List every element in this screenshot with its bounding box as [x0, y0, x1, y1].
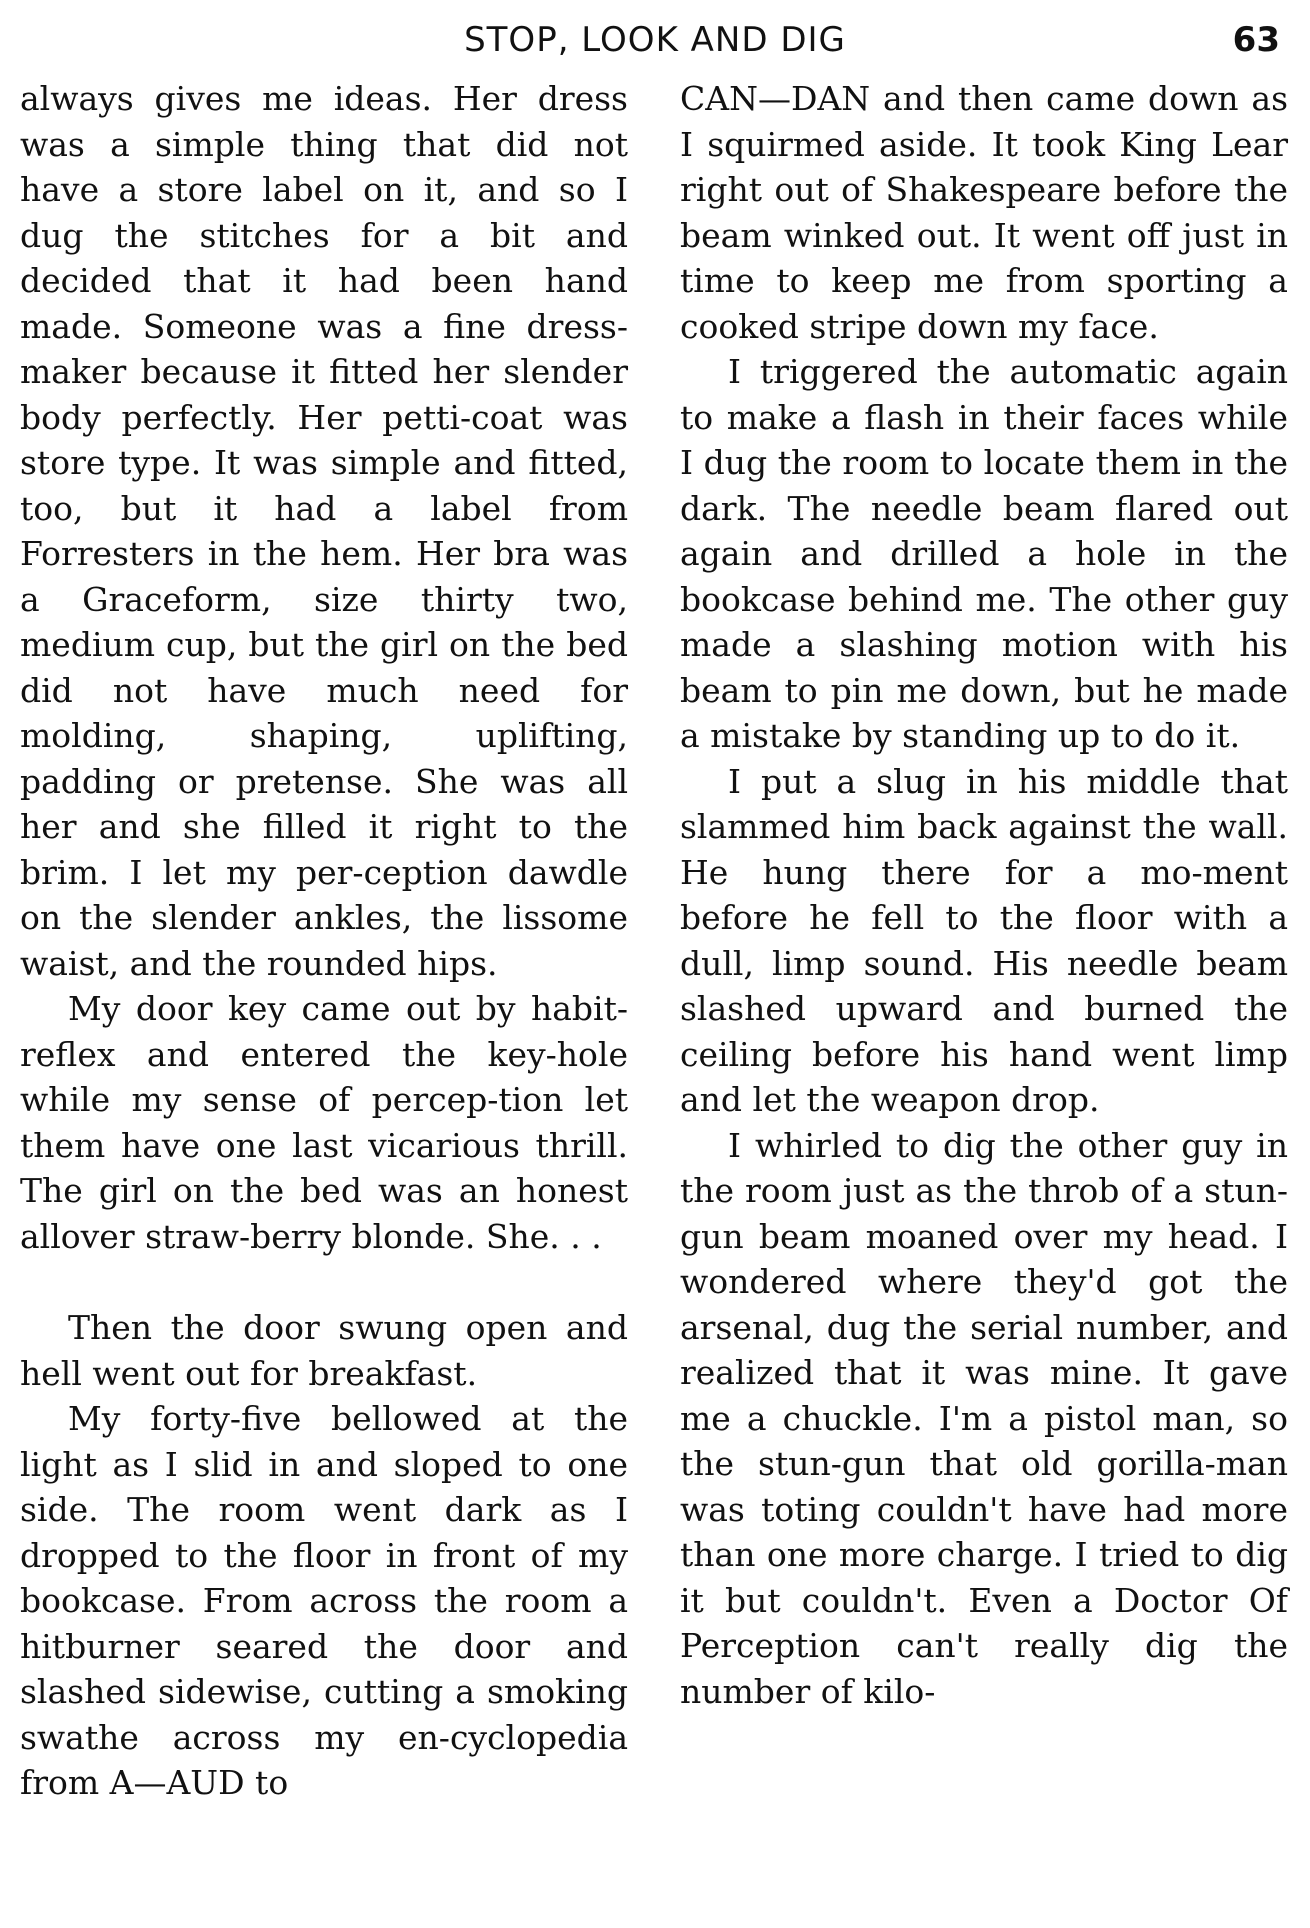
- paragraph: Then the door swung open and hell went out for breakfast.: [20, 1308, 628, 1393]
- paragraph: I whirled to dig the other guy in the room just as the throb of a stun-gun beam moaned over my head. I wondered where they'd got the arsenal, dug the serial number, and realized that it was mine. It gave me a chuckle. I'm a pistol man, so the stun-gun that old gorilla-man was toting couldn't have had more than one more charge. I tried to dig it but couldn't. Even a Doctor Of Perception can't really dig the number of kilo-: [680, 1125, 1288, 1711]
- right-column: [680, 76, 1288, 1714]
- page-header: [0, 12, 1310, 68]
- paragraph: My door key came out by habit-reflex and entered the key-hole while my sense of percep-tion let them have one last vicarious thrill. The girl on the bed was an honest allover straw-berry blonde. She. . .: [20, 989, 628, 1256]
- page-number: 63: [1232, 20, 1280, 60]
- paragraph: CAN—DAN and then came down as I squirmed aside. It took King Lear right out of Shakespeare before the beam winked out. It went off just in time to keep me from sporting a cooked stripe down my face.: [680, 79, 1288, 346]
- running-title: STOP, LOOK AND DIG: [464, 20, 846, 60]
- paragraph: I triggered the automatic again to make a flash in their faces while I dug the room to locate them in the dark. The needle beam flared out again and drilled a hole in the bookcase behind me. The other guy made a slashing motion with his beam to pin me down, but he made a mistake by standing up to do it.: [680, 352, 1288, 755]
- paragraph: I put a slug in his middle that slammed him back against the wall. He hung there for a mo-ment before he fell to the floor with a dull, limp sound. His needle beam slashed upward and burned the ceiling before his hand went limp and let the weapon drop.: [680, 761, 1288, 1119]
- left-column: [20, 76, 628, 1806]
- paragraph: My forty-five bellowed at the light as I slid in and sloped to one side. The room went dark as I dropped to the floor in front of my bookcase. From across the room a hitburner seared the door and slashed sidewise, cutting a smoking swathe across my en-cyclopedia from A—AUD to: [20, 1399, 628, 1802]
- paragraph: always gives me ideas. Her dress was a simple thing that did not have a store label on it, and so I dug the stitches for a bit and decided that it had been hand made. Someone was a fine dress-maker because it fitted her slender body perfectly. Her petti-coat was store type. It was simple and fitted, too, but it had a label from Forresters in the hem. Her bra was a Graceform, size thirty two, medium cup, but the girl on the bed did not have much need for molding, shaping, uplifting, padding or pretense. She was all her and she filled it right to the brim. I let my per-ception dawdle on the slender ankles, the lissome waist, and the rounded hips.: [20, 79, 628, 983]
